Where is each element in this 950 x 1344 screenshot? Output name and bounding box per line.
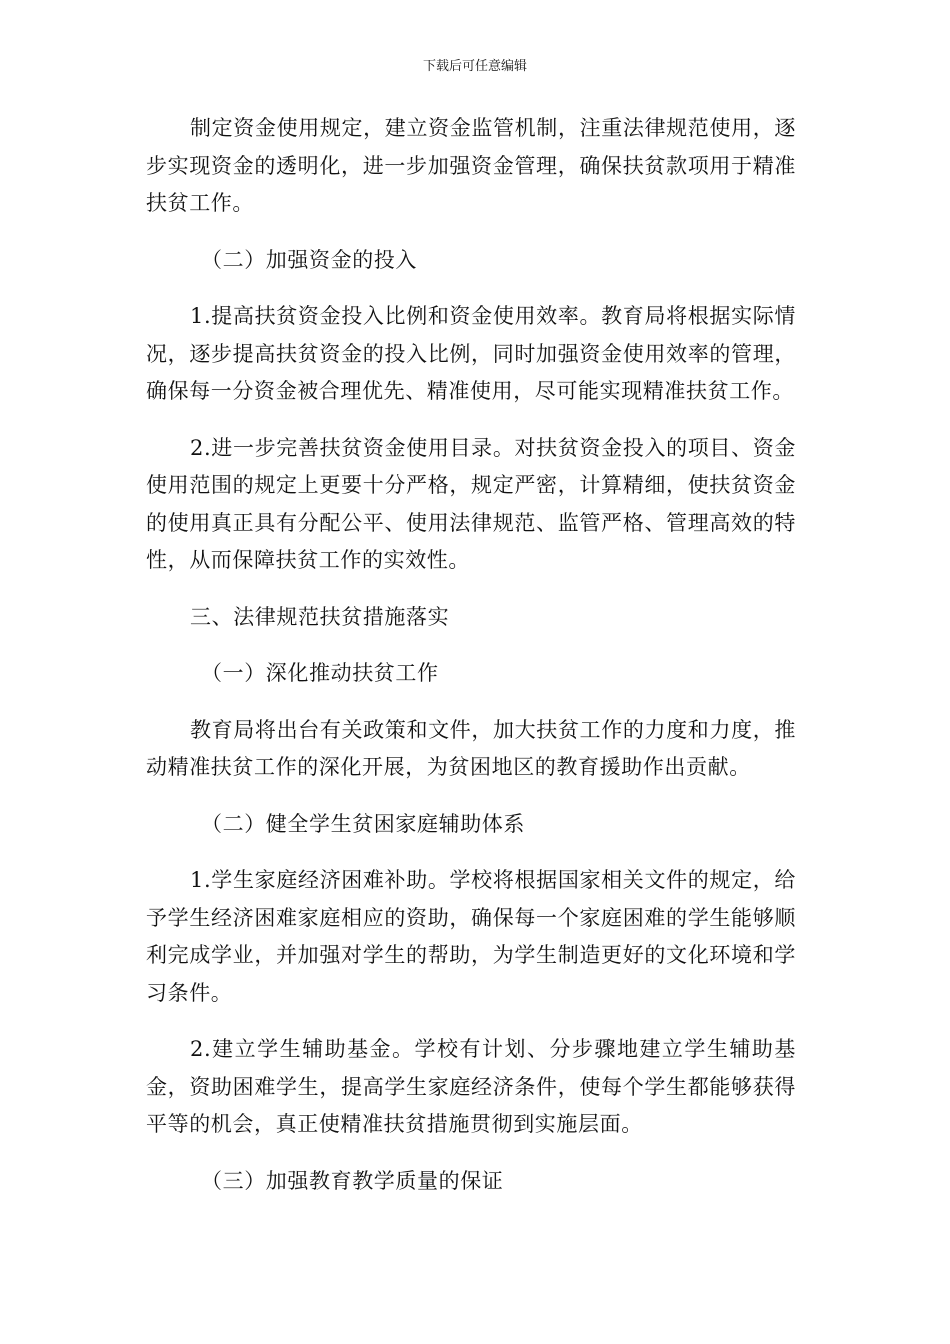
paragraph-investment-ratio: 1.提高扶贫资金投入比例和资金使用效率。教育局将根据实际情况，逐步提高扶贫资金的投入比例，同时加强资金使用效率的管理，确保每一分资金被合理优先、精准使用，尽可能实现精准扶贫工作。 [146,304,796,403]
subheading-deepen-work: （一）深化推动扶贫工作 [201,661,439,685]
paragraph-policy-documents: 教育局将出台有关政策和文件，加大扶贫工作的力度和力度，推动精准扶贫工作的深化开展，为贫困地区的教育援助作出贡献。 [146,717,796,779]
subheading-teaching-quality: （三）加强教育教学质量的保证 [201,1168,504,1193]
paragraph-fund-regulation: 制定资金使用规定，建立资金监管机制，注重法律规范使用，逐步实现资金的透明化，进一步加强资金管理，确保扶贫款项用于精准扶贫工作。 [146,116,796,215]
subheading-student-assistance: （二）健全学生贫困家庭辅助体系 [201,811,525,836]
document-body [146,110,796,1219]
page-header: 下载后可任意编辑 [422,59,527,74]
paragraph-fund-catalog: 2.进一步完善扶贫资金使用目录。对扶贫资金投入的项目、资金使用范围的规定上更要十分严格，规定严密，计算精细，使扶贫资金的使用真正具有分配公平、使用法律规范、监管严格、管理高效的特性，从而保障扶贫工作的实效性。 [146,435,796,572]
subheading-fund-investment: （二）加强资金的投入 [201,247,417,272]
paragraph-family-subsidy: 1.学生家庭经济困难补助。学校将根据国家相关文件的规定，给予学生经济困难家庭相应的资助，确保每一个家庭困难的学生能够顺利完成学业，并加强对学生的帮助，为学生制造更好的文化环境和学习条件。 [146,868,796,1005]
section-heading-legal-measures: 三、法律规范扶贫措施落实 [190,604,450,629]
paragraph-assistance-fund: 2.建立学生辅助基金。学校有计划、分步骤地建立学生辅助基金，资助困难学生，提高学生家庭经济条件，使每个学生都能够获得平等的机会，真正使精准扶贫措施贯彻到实施层面。 [146,1037,796,1136]
